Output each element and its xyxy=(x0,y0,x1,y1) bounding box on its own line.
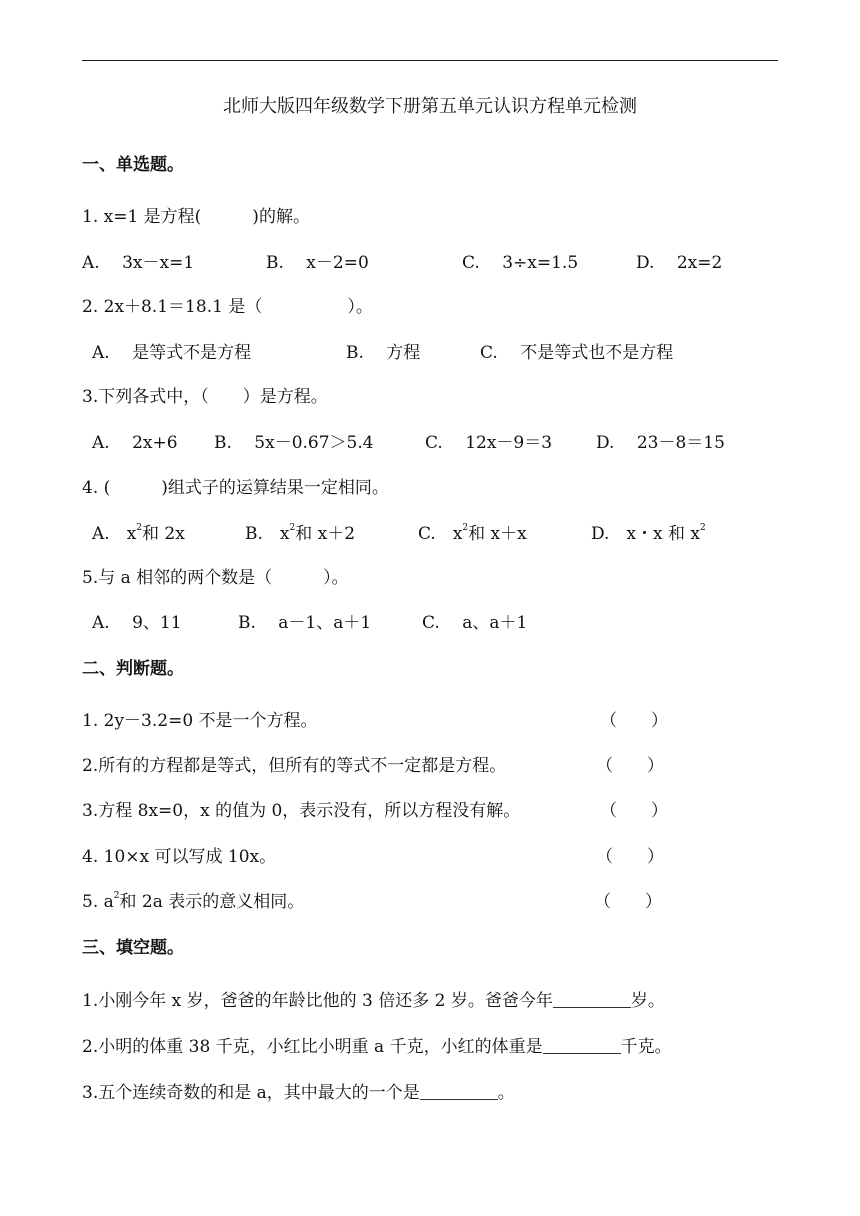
judge-answer-5[interactable]: （ ） xyxy=(594,892,662,912)
fill-question-1 xyxy=(82,986,665,1011)
q4-option-a[interactable] xyxy=(92,519,185,544)
q4-option-a-rest: 和 2x xyxy=(142,524,185,544)
fill-question-1-unit: 岁。 xyxy=(630,991,665,1011)
q4-option-c-base: x xyxy=(452,524,463,544)
q4-option-d-exponent: 2 xyxy=(700,523,706,533)
question-2-stem: 2. 2x＋8.1＝18.1 是（ ）。 xyxy=(82,297,373,317)
q4-option-a-exponent: 2 xyxy=(136,523,143,533)
q4-option-d[interactable] xyxy=(591,519,706,544)
q2-option-b[interactable]: B. 方程 xyxy=(346,343,421,363)
fill-question-2 xyxy=(82,1032,672,1057)
q5-option-a[interactable]: A. 9、11 xyxy=(92,613,182,633)
fill-question-3 xyxy=(82,1078,515,1103)
q4-option-d-base: x・x 和 x xyxy=(626,524,701,544)
header-rule xyxy=(82,60,778,61)
judge-answer-1[interactable]: （ ） xyxy=(600,711,668,731)
section-heading-single-choice: 一、单选题。 xyxy=(82,155,184,175)
judge-item-3: 3.方程 8x=0，x 的值为 0，表示没有，所以方程没有解。 xyxy=(82,801,521,821)
judge-answer-3[interactable]: （ ） xyxy=(600,801,668,821)
judge-item-4: 4. 10×x 可以写成 10x。 xyxy=(82,847,277,867)
q4-option-b-rest: 和 x＋2 xyxy=(295,524,356,544)
fill-question-3-text: 3.五个连续奇数的和是 a，其中最大的一个是 xyxy=(82,1083,420,1103)
q5-option-b[interactable]: B. a－1、a＋1 xyxy=(238,613,372,633)
q4-option-b-label: B. xyxy=(245,524,280,544)
q4-option-c-exponent: 2 xyxy=(462,523,469,533)
q2-option-c[interactable]: C. 不是等式也不是方程 xyxy=(480,343,674,363)
question-4-stem: 4. ( )组式子的运算结果一定相同。 xyxy=(82,478,389,498)
q4-option-b-base: x xyxy=(279,524,290,544)
question-1-stem: 1. x=1 是方程( )的解。 xyxy=(82,207,310,227)
fill-question-1-text: 1.小刚今年 x 岁，爸爸的年龄比他的 3 倍还多 2 岁。爸爸今年 xyxy=(82,991,553,1011)
q3-option-b[interactable]: B. 5x－0.67＞5.4 xyxy=(214,433,374,453)
q4-option-b-exponent: 2 xyxy=(289,523,296,533)
q4-option-a-base: x xyxy=(126,524,137,544)
fill-blank-1[interactable] xyxy=(553,991,631,1008)
q5-option-c[interactable]: C. a、a＋1 xyxy=(422,613,528,633)
fill-blank-3[interactable] xyxy=(420,1083,498,1100)
q4-option-a-label: A. xyxy=(92,524,127,544)
judge-answer-2[interactable]: （ ） xyxy=(596,756,664,776)
judge-item-2: 2.所有的方程都是等式，但所有的等式不一定都是方程。 xyxy=(82,756,507,776)
question-3-stem: 3.下列各式中，（ ）是方程。 xyxy=(82,387,328,407)
fill-question-2-text: 2.小明的体重 38 千克，小红比小明重 a 千克，小红的体重是 xyxy=(82,1037,543,1057)
fill-question-3-end: 。 xyxy=(497,1083,515,1103)
judge-answer-4[interactable]: （ ） xyxy=(596,847,664,867)
q4-option-b[interactable] xyxy=(245,519,355,544)
q3-option-a[interactable]: A. 2x+6 xyxy=(92,433,178,453)
q4-option-c-rest: 和 x＋x xyxy=(468,524,527,544)
page-title: 北师大版四年级数学下册第五单元认识方程单元检测 xyxy=(223,96,637,117)
judge-item-5-base: 5. a xyxy=(82,892,114,912)
fill-blank-2[interactable] xyxy=(543,1037,621,1054)
q3-option-c[interactable]: C. 12x－9＝3 xyxy=(425,433,553,453)
judge-item-1: 1. 2y－3.2=0 不是一个方程。 xyxy=(82,711,318,731)
q2-option-a[interactable]: A. 是等式不是方程 xyxy=(92,343,252,363)
q1-option-c[interactable]: C. 3÷x=1.5 xyxy=(462,253,579,273)
section-heading-fill-in: 三、填空题。 xyxy=(82,938,184,958)
q4-option-d-label: D. xyxy=(591,524,627,544)
q1-option-d[interactable]: D. 2x=2 xyxy=(636,253,723,273)
section-heading-true-false: 二、判断题。 xyxy=(82,659,184,679)
judge-item-5-exponent: 2 xyxy=(113,891,120,901)
question-5-stem: 5.与 a 相邻的两个数是（ ）。 xyxy=(82,568,349,588)
fill-question-2-unit: 千克。 xyxy=(620,1037,672,1057)
q1-option-a[interactable]: A. 3x－x=1 xyxy=(82,253,195,273)
q3-option-d[interactable]: D. 23－8＝15 xyxy=(596,433,725,453)
judge-item-5 xyxy=(82,887,304,912)
q1-option-b[interactable]: B. x－2=0 xyxy=(266,253,369,273)
judge-item-5-rest: 和 2a 表示的意义相同。 xyxy=(119,892,305,912)
q4-option-c-label: C. xyxy=(418,524,453,544)
q4-option-c[interactable] xyxy=(418,519,527,544)
